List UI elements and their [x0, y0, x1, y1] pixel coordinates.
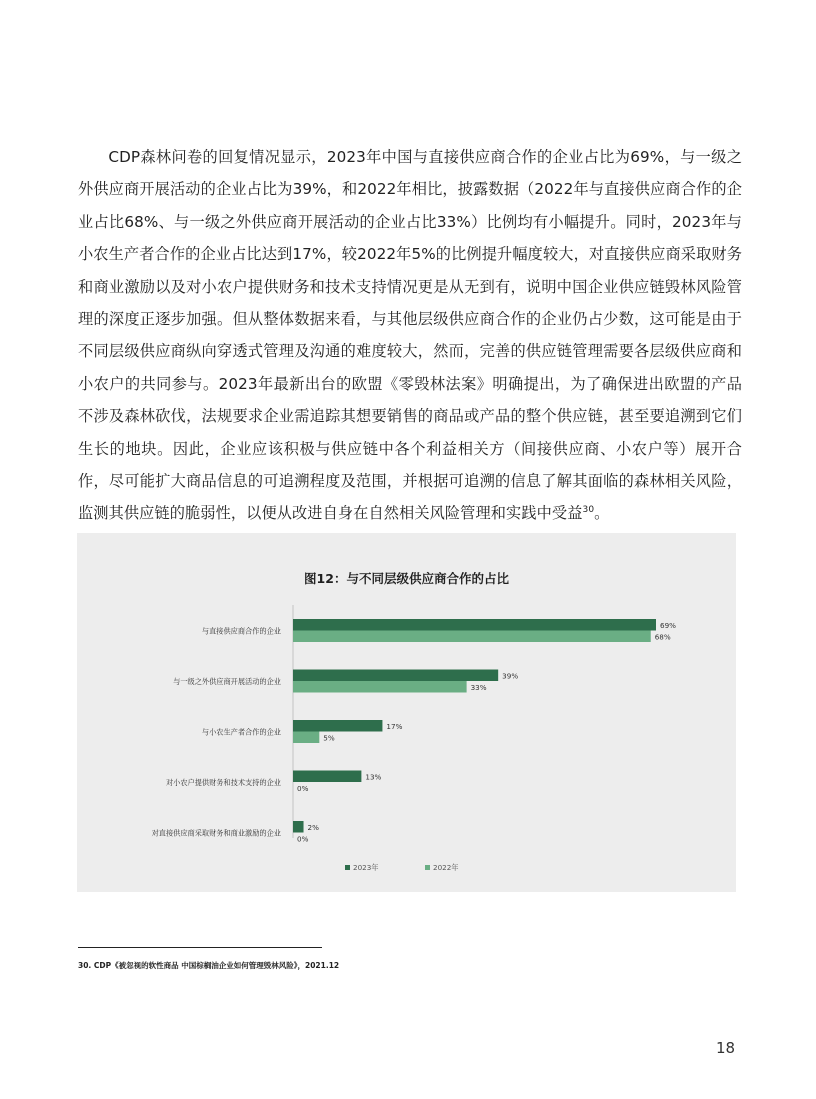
bar-2022: [293, 732, 319, 744]
bar-chart: [77, 533, 736, 892]
data-label: 0%: [297, 834, 309, 844]
category-label: 与一级之外供应商开展活动的企业: [173, 677, 281, 686]
category-label: 与小农生产者合作的企业: [201, 727, 281, 737]
bar-2023: [293, 619, 656, 631]
bar-2023: [293, 771, 361, 783]
body-paragraph-text: CDP森林问卷的回复情况显示，2023年中国与直接供应商合作的企业占比为69%，与一级之外供应商开展活动的企业占比为39%，和2022年相比，披露数据（2022年与直接供应商合作的企业占比68%、与一级之外供应商开展活动的企业占比33%）比例均有小幅提升。同时，2023年与小农生产者合作的企业占比达到17%，较2022年5%的比例提升幅度较大，对直接供应商采取财务和商业激励以及对小农户提供财务和技术支持情况更是从无到有，说明中国企业供应链毁林风险管理的深度正逐步加强。但从整体数据来看，与其他层级供应商合作的企业仍占少数，这可能是由于不同层级供应商纵向穿透式管理及沟通的难度较大，然而，完善的供应链管理需要各层级供应商和小农户的共同参与。2023年最新出台的欧盟《零毁林法案》明确提出，为了确保进出欧盟的产品不涉及森林砍伐，法规要求企业需追踪其想要销售的商品或产品的整个供应链，甚至要追溯到它们生长的地块。因此，企业应该积极与供应链中各个利益相关方（间接供应商、小农户等）展开合作，尽可能扩大商品信息的可追溯程度及范围，并根据可追溯的信息了解其面临的森林相关风险，监测其供应链的脆弱性，以便从改进自身在自然相关风险管理和实践中受益: [78, 148, 742, 523]
legend-swatch-2023: [345, 865, 350, 870]
data-label: 0%: [297, 784, 309, 793]
bar-2023: [293, 670, 498, 682]
bar-2022: [293, 681, 467, 693]
page-number: 18: [716, 1039, 736, 1057]
chart-title: 图12：与不同层级供应商合作的占比: [304, 571, 509, 586]
data-label: 13%: [365, 772, 382, 782]
chart-panel: [77, 533, 736, 892]
body-paragraph: CDP森林问卷的回复情况显示，2023年中国与直接供应商合作的企业占比为69%，与一级之外供应商开展活动的企业占比为39%，和2022年相比，披露数据（2022年与直接供应商合作的企业占比68%、与一级之外供应商开展活动的企业占比33%）比例均有小幅提升。同时，2023年与小农生产者合作的企业占比达到17%，较2022年5%的比例提升幅度较大，对直接供应商采取财务和商业激励以及对小农户提供财务和技术支持情况更是从无到有，说明中国企业供应链毁林风险管理的深度正逐步加强。但从整体数据来看，与其他层级供应商合作的企业仍占少数，这可能是由于不同层级供应商纵向穿透式管理及沟通的难度较大，然而，完善的供应链管理需要各层级供应商和小农户的共同参与。2023年最新出台的欧盟《零毁林法案》明确提出，为了确保进出欧盟的产品不涉及森林砍伐，法规要求企业需追踪其想要销售的商品或产品的整个供应链，甚至要追溯到它们生长的地块。因此，企业应该积极与供应链中各个利益相关方（间接供应商、小农户等）展开合作，尽可能扩大商品信息的可追溯程度及范围，并根据可追溯的信息了解其面临的森林相关风险，监测其供应链的脆弱性，以便从改进自身在自然相关风险管理和实践中受益$^{30}$。: [78, 148, 742, 523]
category-label: 对直接供应商采取财务和商业激励的企业: [151, 828, 281, 838]
legend-swatch-2022: [425, 865, 430, 870]
footnote-divider: [78, 947, 322, 948]
category-label: 与直接供应商合作的企业: [201, 626, 281, 636]
data-label: 69%: [660, 621, 676, 630]
data-label: 17%: [386, 722, 403, 731]
bar-2023: [293, 720, 382, 732]
legend-label: 2023年: [353, 863, 379, 872]
legend-label: 2022年: [433, 863, 459, 872]
footnote: 30. CDP《被忽视的软性商品 中国棕榈油企业如何管理毁林风险》，2021.12: [78, 961, 340, 970]
data-label: 39%: [502, 671, 519, 681]
bar-2023: [293, 821, 304, 833]
bar-2022: [293, 631, 651, 643]
data-label: 5%: [323, 733, 335, 743]
footnote-reference: 30: [582, 505, 595, 516]
category-label: 对小农户提供财务和技术支持的企业: [165, 778, 281, 787]
data-label: 33%: [470, 683, 487, 692]
data-label: 68%: [654, 632, 671, 642]
data-label: 2%: [307, 823, 319, 832]
